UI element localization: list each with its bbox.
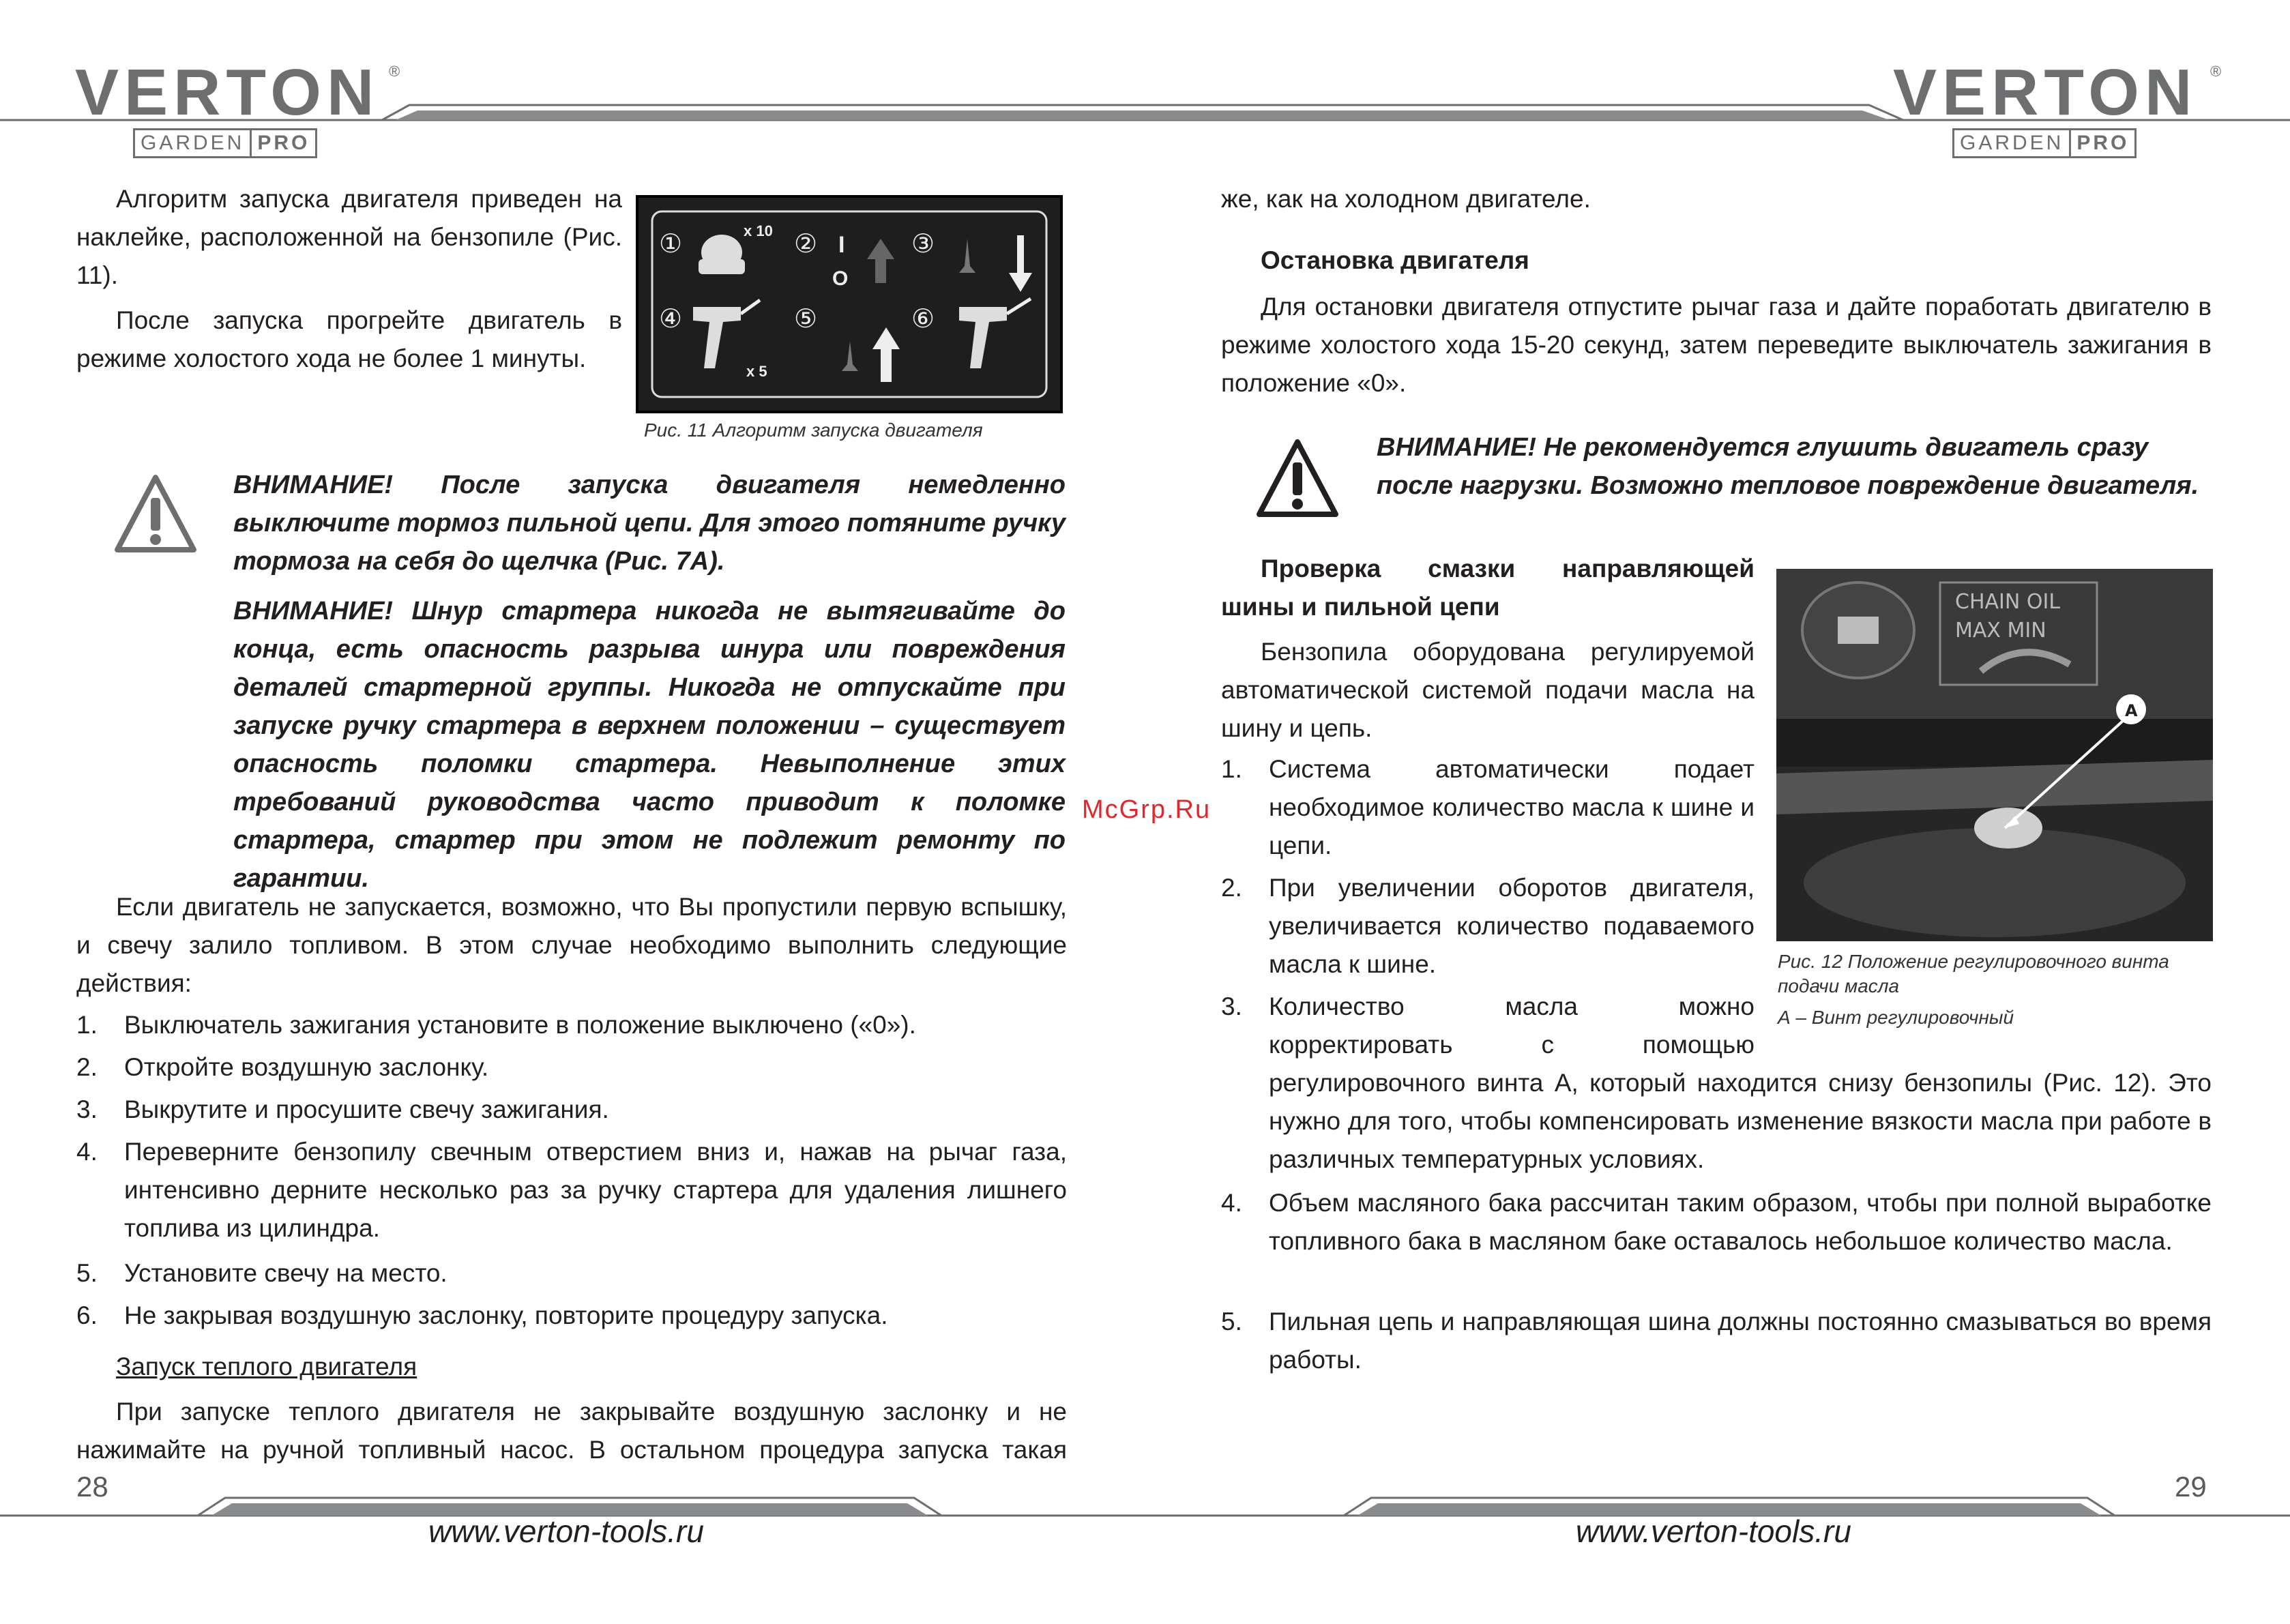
list-text: Объем масляного бака рассчитан таким образом, чтобы при полной выработке топливного бака в масляном баке оставалось небольшое количество масла. bbox=[1269, 1189, 2212, 1255]
list-number: 4. bbox=[1221, 1189, 1242, 1217]
word: помощью bbox=[1642, 1031, 1755, 1059]
list-number: 1. bbox=[1221, 755, 1242, 783]
list-item bbox=[1221, 750, 1755, 865]
step-3-label: ③ bbox=[911, 228, 935, 259]
steps-list bbox=[76, 1006, 1067, 1339]
chain-oil-label: CHAIN OIL bbox=[1955, 590, 2061, 614]
list-text: Выключатель зажигания установите в положение выключено («0»). bbox=[124, 1011, 916, 1039]
list-item bbox=[1221, 1303, 2212, 1379]
warning-1-text: ВНИМАНИЕ! После запуска двигателя немедленно выключите тормоз пильной цепи. Для этого потяните ручку тормоза на себя до щелчка (Рис. 7А). bbox=[233, 471, 1066, 576]
word: масла bbox=[1505, 992, 1578, 1020]
list-number: 3. bbox=[76, 1095, 98, 1123]
list-item bbox=[1221, 1184, 2212, 1260]
oil-check-title: Проверка смазки направляющей шины и пильной цепи bbox=[1221, 555, 1755, 621]
watermark: McGrp.Ru bbox=[1082, 795, 1212, 824]
choke-lever-icon-2 bbox=[842, 341, 858, 371]
list-item bbox=[76, 1254, 1067, 1297]
intro-paragraph-2: После запуска прогрейте двигатель в режиме холостого хода не более 1 минуты. bbox=[76, 306, 622, 372]
intro-paragraph-1: Алгоритм запуска двигателя приведен на наклейке, расположенной на бензопиле (Рис. 11). bbox=[76, 185, 622, 289]
list-number: 1. bbox=[76, 1011, 98, 1039]
brand-sub-left bbox=[133, 128, 317, 158]
marker-a-label: A bbox=[2125, 701, 2138, 720]
registered-mark-right: ® bbox=[2210, 63, 2222, 80]
step-1-label: ① bbox=[659, 228, 683, 259]
switch-on-mark: I bbox=[838, 232, 845, 258]
word: Количество bbox=[1269, 992, 1405, 1020]
list-text: Пильная цепь и направляющая шина должны постоянно смазываться во время работы. bbox=[1269, 1308, 2212, 1374]
choke-lever-icon bbox=[959, 239, 975, 273]
warm-start-title: Запуск теплого двигателя bbox=[116, 1353, 417, 1381]
step-4-label: ④ bbox=[659, 304, 683, 334]
step-6-label: ⑥ bbox=[911, 304, 935, 334]
list-number: 5. bbox=[76, 1259, 98, 1287]
list-text: регулировочного винта А, который находится снизу бензопилы (Рис. 12). Это нужно для того, чтобы компенсировать изменение вязкости масла при работе в различных температурных условиях. bbox=[1269, 1069, 2212, 1173]
brand-logo-left: VERTON bbox=[75, 56, 380, 129]
oil-intro: Бензопила оборудована регулируемой автоматической системой подачи масла на шину и цепь. bbox=[1221, 638, 1755, 742]
list-text: При увеличении оборотов двигателя, увеличивается количество подаваемого масла к шине. bbox=[1269, 874, 1755, 978]
footer-rule bbox=[0, 1494, 2290, 1517]
warning-triangle-svg bbox=[1255, 438, 1340, 518]
arrow-up-icon-2 bbox=[872, 327, 900, 382]
starter-handle-icon-2 bbox=[959, 307, 1007, 368]
warning-3-text: ВНИМАНИЕ! Не рекомендуется глушить двигатель сразу после нагрузки. Возможно тепловое повреждение двигателя. bbox=[1377, 433, 2199, 500]
list-item bbox=[76, 1133, 1067, 1254]
list-item bbox=[1221, 869, 1755, 984]
warning-triangle-svg bbox=[113, 473, 198, 554]
list-text: Система автоматически подает необходимое количество масла к шине и цепи. bbox=[1269, 755, 1755, 859]
word: корректировать bbox=[1269, 1031, 1453, 1059]
list-text: Переверните бензопилу свечным отверстием вниз и, нажав на рычаг газа, интенсивно дерните несколько раз за ручку стартера для удаления лишнего топлива из цилиндра. bbox=[124, 1138, 1067, 1242]
list-number: 6. bbox=[76, 1301, 98, 1329]
pro-label: PRO bbox=[252, 128, 317, 158]
figure-12-caption-2: А – Винт регулировочный bbox=[1778, 1007, 2014, 1028]
brand-sub-right bbox=[1952, 128, 2137, 158]
warning-icon bbox=[113, 473, 198, 554]
figure-11-svg bbox=[638, 198, 1060, 411]
list-item bbox=[76, 1006, 1067, 1048]
warning-2-text: ВНИМАНИЕ! Шнур стартера никогда не вытягивайте до конца, есть опасность разрыва шнура или повреждения деталей стартерной группы. Никогда не отпускайте при запуске ручку стартера в верхнем положении – существует опасность поломки стартера. Невыполнение этих требований руководства часто приводит к поломке стартера, стартер при этом не подлежит ремонту по гарантии. bbox=[233, 597, 1066, 893]
garden-label: GARDEN bbox=[133, 128, 252, 158]
list-number: 5. bbox=[1221, 1308, 1242, 1335]
continuation-text: же, как на холодном двигателе. bbox=[1221, 185, 1591, 213]
list-item bbox=[76, 1297, 1067, 1339]
footer-rule-svg bbox=[0, 1494, 2290, 1517]
step-5-label: ⑤ bbox=[794, 304, 818, 334]
figure-12-svg bbox=[1776, 569, 2213, 941]
x10-label: x 10 bbox=[744, 222, 773, 239]
registered-mark-left: ® bbox=[389, 63, 400, 80]
footer-url-left[interactable]: www.verton-tools.ru bbox=[428, 1514, 704, 1549]
list-item bbox=[76, 1091, 1067, 1133]
max-min-label: MAX MIN bbox=[1955, 619, 2046, 643]
page-number-right: 29 bbox=[2175, 1471, 2207, 1503]
list-text bbox=[1269, 988, 1755, 1026]
warm-start-text: При запуске теплого двигателя не закрывайте воздушную заслонку и не нажимайте на ручной топливный насос. В остальном процедура запуска такая bbox=[76, 1398, 1067, 1464]
starter-handle-icon bbox=[693, 307, 741, 368]
word: с bbox=[1541, 1031, 1554, 1059]
x5-label: x 5 bbox=[746, 363, 767, 380]
flood-paragraph: Если двигатель не запускается, возможно, что Вы пропустили первую вспышку, и свечу залило топливом. В этом случае необходимо выполнить следующие действия: bbox=[76, 893, 1067, 997]
step-2-label: ② bbox=[794, 228, 818, 259]
figure-11-sticker bbox=[636, 195, 1063, 413]
figure-12-caption: Рис. 12 Положение регулировочного винта подачи масла bbox=[1778, 951, 2169, 996]
word: можно bbox=[1678, 992, 1755, 1020]
list-text: Выкрутите и просушите свечу зажигания. bbox=[124, 1095, 609, 1123]
list-text: Установите свечу на место. bbox=[124, 1259, 447, 1287]
list-number: 2. bbox=[1221, 874, 1242, 902]
arrow-up-icon bbox=[867, 239, 894, 283]
figure-12-photo bbox=[1776, 569, 2213, 941]
list-number: 4. bbox=[76, 1138, 98, 1166]
list-text: Не закрывая воздушную заслонку, повторите процедуру запуска. bbox=[124, 1301, 888, 1329]
garden-label: GARDEN bbox=[1952, 128, 2071, 158]
page-number-left: 28 bbox=[76, 1471, 108, 1503]
figure-11-caption: Рис. 11 Алгоритм запуска двигателя bbox=[644, 419, 983, 441]
switch-off-mark: O bbox=[832, 267, 849, 290]
list-item bbox=[1221, 988, 2212, 1179]
pro-label: PRO bbox=[2071, 128, 2137, 158]
list-number: 2. bbox=[76, 1053, 98, 1081]
warning-icon-2 bbox=[1255, 438, 1340, 518]
brand-logo-right: VERTON bbox=[1893, 56, 2198, 129]
list-text bbox=[1269, 1026, 1755, 1064]
stop-text: Для остановки двигателя отпустите рычаг газа и дайте поработать двигателю в режиме холостого хода 15-20 секунд, затем переведите выключатель зажигания в положение «0». bbox=[1221, 293, 2212, 397]
footer-url-right[interactable]: www.verton-tools.ru bbox=[1576, 1514, 1851, 1549]
item-3-line-1 bbox=[1221, 988, 1755, 1026]
item-3-line-2 bbox=[1221, 1026, 1755, 1064]
list-item bbox=[76, 1048, 1067, 1091]
list-number: 3. bbox=[1221, 992, 1242, 1020]
stop-title: Остановка двигателя bbox=[1261, 246, 1529, 274]
list-text: Откройте воздушную заслонку. bbox=[124, 1053, 489, 1081]
arrow-down-icon bbox=[1009, 235, 1032, 292]
